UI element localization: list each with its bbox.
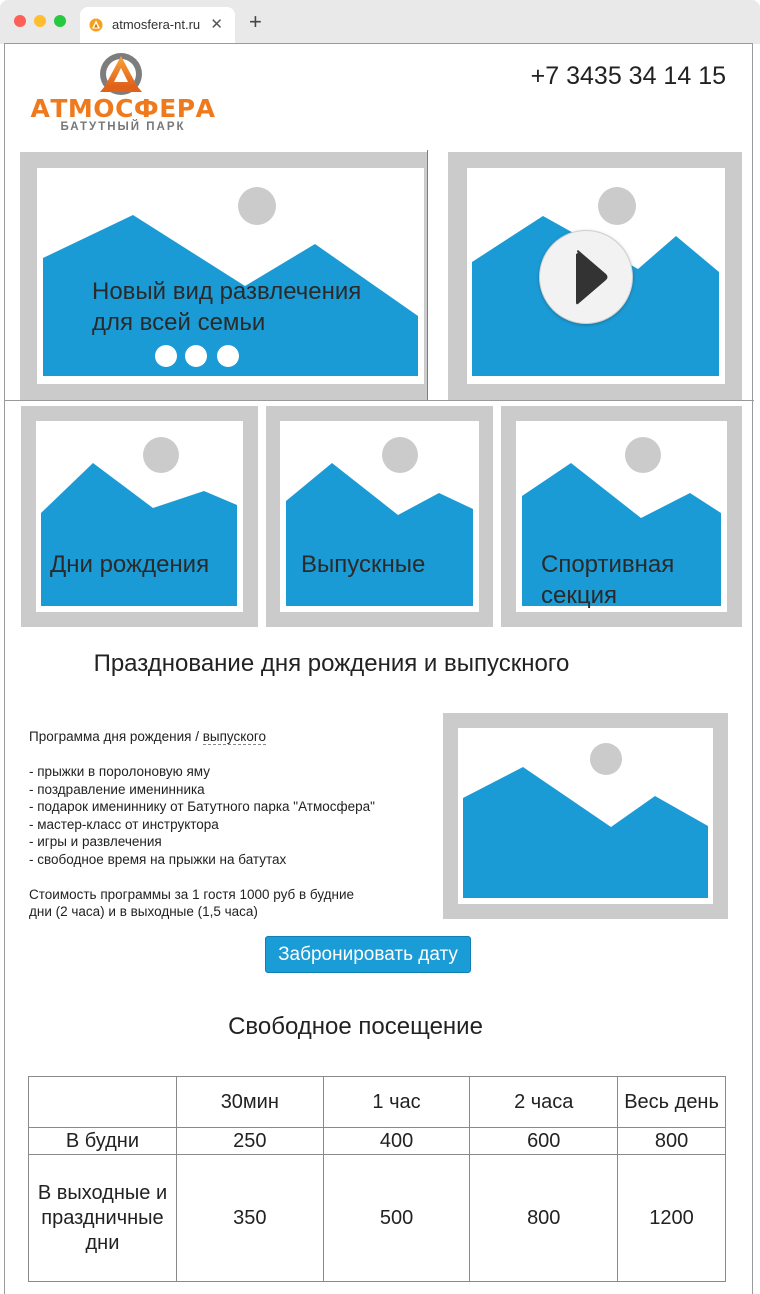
program-item: - прыжки в поролоновую яму — [29, 764, 210, 779]
program-price-line: Стоимость программы за 1 гостя 1000 руб в будние — [29, 886, 355, 902]
hero-caption-line-1: Новый вид развлечения — [92, 278, 362, 305]
book-date-button[interactable]: Забронировать дату — [265, 936, 471, 973]
table-row-label-line: праздничные — [41, 1206, 164, 1229]
program-graduation-link[interactable]: выпуского — [202, 729, 266, 744]
minimize-window-button[interactable] — [34, 15, 46, 27]
table-header-row — [29, 1077, 726, 1128]
table-row — [29, 1155, 726, 1282]
table-cell: 800 — [470, 1155, 618, 1282]
play-button[interactable] — [539, 230, 633, 324]
category-card-graduation[interactable] — [266, 406, 493, 627]
browser-chrome — [0, 0, 760, 44]
tab-title: atmosfera-nt.ru — [112, 17, 201, 32]
table-header-cell — [29, 1077, 177, 1128]
table-cell: 600 — [470, 1128, 618, 1155]
table-header-cell: 30мин — [176, 1077, 323, 1128]
hero-slider[interactable] — [20, 152, 427, 400]
spacer — [29, 746, 429, 764]
browser-tab[interactable] — [80, 7, 235, 44]
birthday-program — [29, 728, 429, 921]
page — [4, 43, 753, 1294]
birthday-image-placeholder-icon — [458, 728, 713, 904]
category-caption-line-1: Спортивная — [541, 551, 675, 578]
slider-dot-3[interactable] — [217, 345, 239, 367]
program-item: - свободное время на прыжки на батутах — [29, 851, 287, 867]
program-item: - поздравление именинника — [29, 781, 205, 797]
price-table — [28, 1076, 726, 1282]
category-card-birthday[interactable] — [21, 406, 258, 627]
table-row-label-line: В выходные и — [37, 1181, 168, 1204]
free-visit-title: Свободное посещение — [228, 1013, 483, 1040]
category-image-placeholder-icon — [280, 421, 479, 612]
section-divider — [5, 400, 754, 401]
video-player[interactable] — [448, 152, 742, 400]
site-favicon-icon — [89, 18, 103, 32]
program-price-line: дни (2 часа) и в выходные (1,5 часа) — [29, 904, 258, 919]
program-item: - игры и развлечения — [29, 834, 162, 849]
birthday-image — [443, 713, 728, 919]
table-row — [29, 1128, 726, 1155]
birthday-section-title: Празднование дня рождения и выпускного — [93, 650, 570, 677]
table-cell: 350 — [176, 1155, 323, 1282]
table-cell: 500 — [323, 1155, 470, 1282]
table-header-cell: Весь день — [618, 1077, 726, 1128]
category-caption — [301, 549, 425, 580]
category-image-placeholder-icon — [36, 421, 243, 612]
hero-caption — [92, 276, 361, 338]
phone-number[interactable]: +7 3435 34 14 15 — [530, 62, 726, 90]
category-caption-line-1: Дни рождения — [50, 551, 210, 578]
program-separator: / — [191, 729, 203, 744]
category-caption — [541, 549, 674, 611]
table-cell: 400 — [323, 1128, 470, 1155]
category-caption-line-1: Выпускные — [301, 551, 426, 578]
close-tab-icon[interactable]: ✕ — [210, 16, 223, 33]
table-header-cell: 2 часа — [470, 1077, 618, 1128]
category-caption-line-2: секция — [541, 582, 617, 609]
program-item: - подарок имениннику от Батутного парка "Атмосфера" — [29, 799, 375, 814]
table-row-label — [29, 1155, 177, 1282]
table-cell: 800 — [618, 1128, 726, 1155]
program-heading — [29, 728, 429, 746]
new-tab-button[interactable]: + — [249, 9, 262, 34]
spacer — [29, 868, 429, 886]
table-cell: 1200 — [618, 1155, 726, 1282]
maximize-window-button[interactable] — [54, 15, 66, 27]
play-icon — [540, 231, 634, 325]
hero-divider — [427, 150, 428, 400]
program-label: Программа дня рождения — [29, 729, 192, 744]
slider-dot-1[interactable] — [155, 345, 177, 367]
table-row-label: В будни — [29, 1128, 177, 1155]
table-header-cell: 1 час — [323, 1077, 470, 1128]
logo-tagline: БАТУТНЫЙ ПАРК — [60, 121, 186, 133]
program-item: - мастер-класс от инструктора — [29, 816, 219, 832]
slider-dot-2[interactable] — [185, 345, 207, 367]
table-row-label-line: дни — [85, 1231, 120, 1254]
close-window-button[interactable] — [14, 15, 26, 27]
logo-name: АТМОСФЕРА — [30, 94, 216, 123]
category-card-sport[interactable] — [501, 406, 742, 627]
site-logo[interactable] — [21, 52, 226, 132]
category-caption — [50, 549, 209, 580]
hero-caption-line-2: для всей семьи — [92, 309, 266, 336]
table-cell: 250 — [176, 1128, 323, 1155]
